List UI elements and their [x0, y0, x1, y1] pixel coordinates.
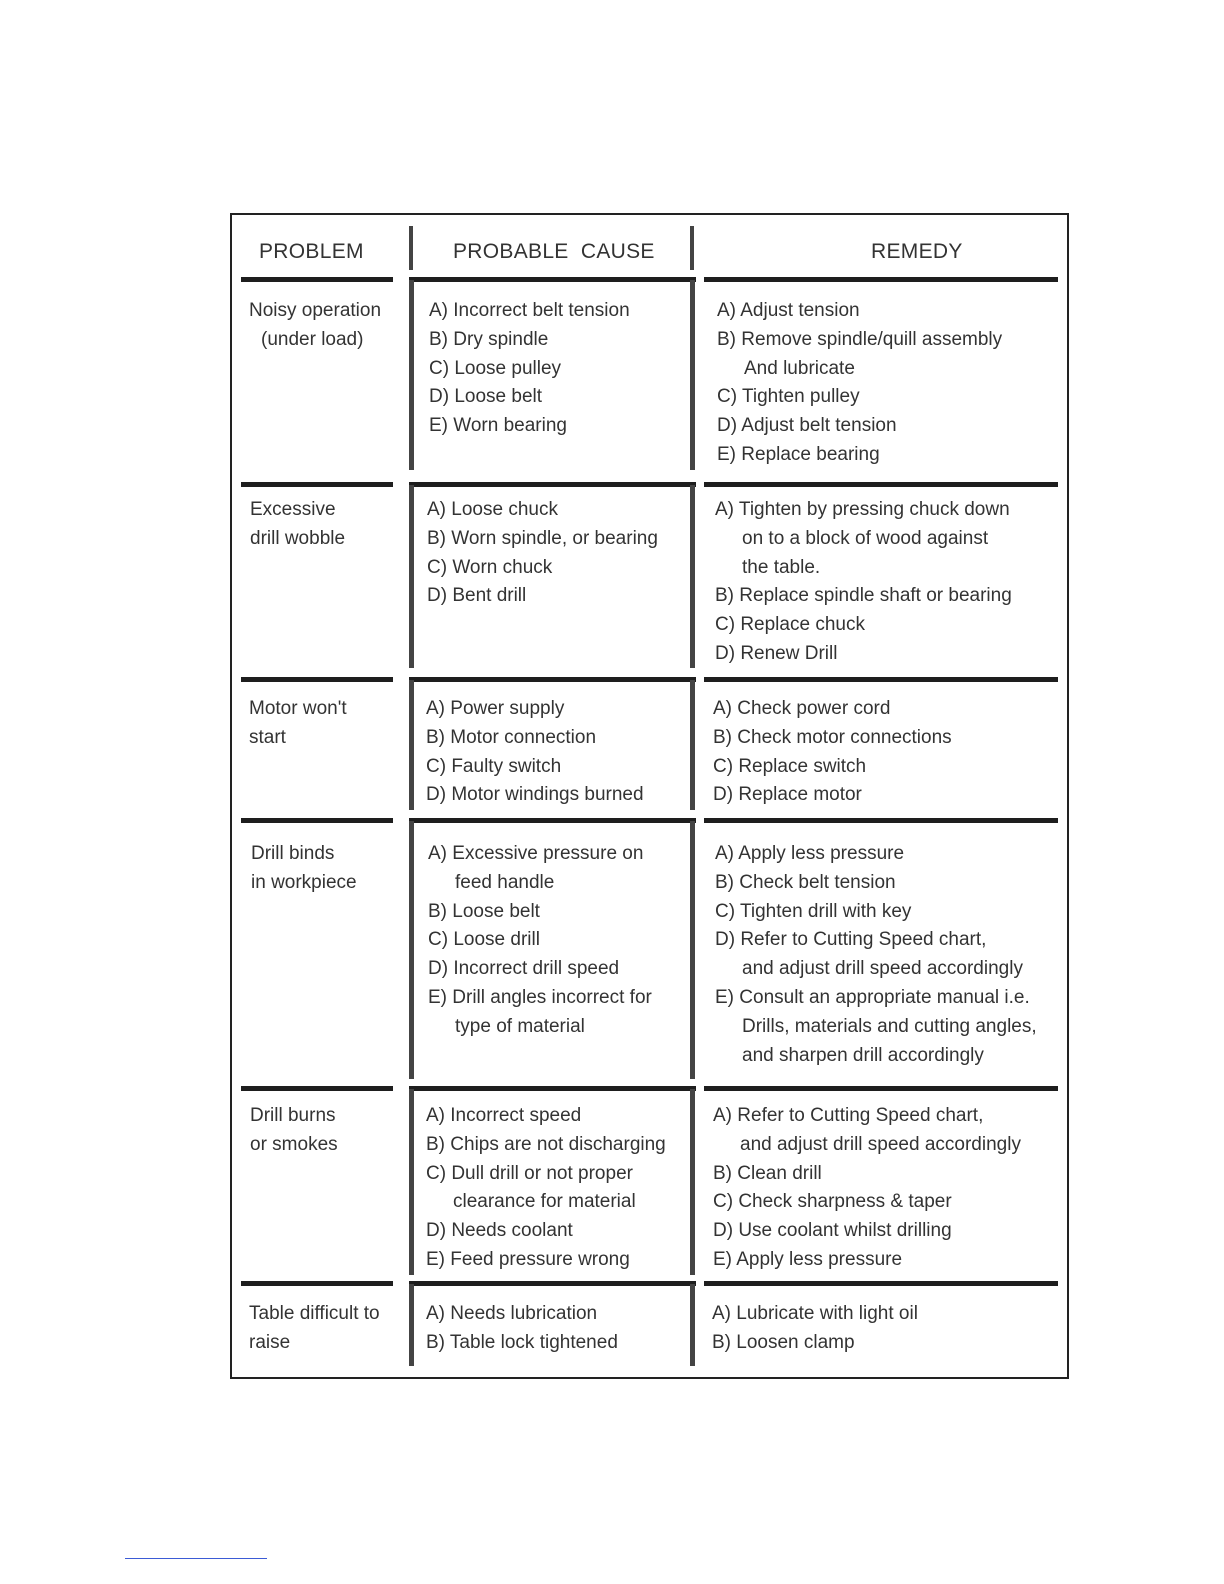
problem-line: Excessive: [250, 499, 336, 520]
remedy-line: the table.: [742, 556, 821, 578]
remedy-line: D) Replace motor: [713, 784, 862, 806]
row6-rule-cause: [409, 1281, 696, 1286]
problem-line: drill wobble: [250, 527, 346, 549]
row3-rule-remedy: [704, 677, 1058, 682]
cause-line: type of material: [455, 1015, 585, 1037]
remedy-line: D) Use coolant whilst drilling: [713, 1220, 952, 1242]
row1-remedies: [717, 297, 1002, 470]
header-problem: PROBLEM: [259, 240, 364, 263]
row2-problem: [250, 496, 345, 554]
row3-causes: [426, 695, 644, 810]
remedy-line: D) Adjust belt tension: [717, 415, 897, 437]
row2-remedies: [715, 496, 1012, 669]
cause-line: C) Loose pulley: [429, 357, 562, 379]
footnote-separator: [125, 1558, 267, 1559]
remedy-line: and adjust drill speed accordingly: [740, 1133, 1021, 1155]
header-divider-right: [690, 226, 694, 270]
cause-line: A) Incorrect belt tension: [429, 300, 630, 321]
row2-rule-problem: [241, 482, 393, 487]
cause-line: A) Incorrect speed: [426, 1105, 582, 1126]
row1-rule-cause: [409, 277, 696, 282]
problem-line: raise: [249, 1331, 291, 1353]
remedy-line: B) Check belt tension: [715, 871, 896, 893]
cause-line: B) Motor connection: [426, 726, 597, 748]
cause-line: E) Drill angles incorrect for: [428, 986, 652, 1008]
problem-line: Motor won't: [249, 698, 347, 719]
row6-divider-right: [690, 1284, 695, 1366]
header-probable-cause: PROBABLE CAUSE: [453, 240, 655, 263]
cause-line: C) Worn chuck: [427, 556, 553, 578]
problem-line: Noisy operation: [249, 300, 382, 321]
remedy-line: A) Check power cord: [713, 698, 891, 719]
cause-line: D) Motor windings burned: [426, 784, 644, 806]
row2-divider-left: [409, 485, 414, 668]
remedy-line: B) Check motor connections: [713, 726, 952, 748]
problem-line: or smokes: [250, 1133, 338, 1155]
row5-divider-right: [690, 1089, 695, 1275]
problem-line: Drill burns: [250, 1105, 336, 1126]
cause-line: A) Needs lubrication: [426, 1303, 598, 1324]
cause-line: A) Power supply: [426, 698, 565, 719]
row3-problem: [249, 695, 347, 753]
row5-rule-remedy: [704, 1086, 1058, 1091]
remedy-line: C) Replace switch: [713, 755, 867, 777]
row4-rule-problem: [241, 818, 393, 823]
cause-line: B) Table lock tightened: [426, 1331, 618, 1353]
row6-divider-left: [409, 1284, 414, 1366]
remedy-line: C) Replace chuck: [715, 614, 865, 636]
remedy-line: B) Clean drill: [713, 1162, 822, 1184]
row1-divider-right: [690, 280, 695, 470]
row4-rule-cause: [409, 818, 696, 823]
row1-divider-left: [409, 280, 414, 470]
row2-rule-cause: [409, 482, 696, 487]
row5-rule-problem: [241, 1086, 393, 1091]
row1-rule-remedy: [704, 277, 1058, 282]
problem-line: (under load): [261, 328, 364, 350]
row3-divider-left: [409, 680, 414, 810]
remedy-line: C) Tighten drill with key: [715, 900, 912, 922]
problem-line: Drill binds: [251, 843, 335, 864]
header-divider-left: [409, 226, 413, 270]
row4-divider-left: [409, 821, 414, 1079]
remedy-line: E) Apply less pressure: [713, 1248, 903, 1270]
row4-problem: [251, 840, 357, 898]
remedy-line: A) Lubricate with light oil: [712, 1303, 918, 1324]
row3-divider-right: [690, 680, 695, 810]
cause-line: E) Feed pressure wrong: [426, 1248, 630, 1270]
remedy-line: on to a block of wood against: [742, 527, 989, 549]
row4-rule-remedy: [704, 818, 1058, 823]
row1-problem: [249, 297, 381, 355]
cause-line: A) Loose chuck: [427, 499, 558, 520]
row3-remedies: [713, 695, 952, 810]
cause-line: C) Loose drill: [428, 929, 540, 951]
row5-rule-cause: [409, 1086, 696, 1091]
remedy-line: A) Adjust tension: [717, 300, 860, 321]
row5-divider-left: [409, 1089, 414, 1275]
header-remedy: REMEDY: [871, 240, 963, 263]
cause-line: D) Bent drill: [427, 585, 527, 607]
remedy-line: C) Check sharpness & taper: [713, 1191, 952, 1213]
row6-rule-remedy: [704, 1281, 1058, 1286]
row6-rule-problem: [241, 1281, 393, 1286]
row5-problem: [250, 1102, 338, 1160]
remedy-line: B) Replace spindle shaft or bearing: [715, 585, 1012, 607]
cause-line: feed handle: [455, 871, 555, 893]
cause-line: C) Dull drill or not proper: [426, 1162, 633, 1184]
cause-line: B) Chips are not discharging: [426, 1133, 666, 1155]
remedy-line: B) Loosen clamp: [712, 1331, 855, 1353]
remedy-line: A) Refer to Cutting Speed chart,: [713, 1105, 984, 1126]
cause-line: B) Loose belt: [428, 900, 540, 922]
problem-line: Table difficult to: [249, 1303, 380, 1324]
cause-line: E) Worn bearing: [429, 415, 567, 437]
remedy-line: A) Apply less pressure: [715, 843, 905, 864]
problem-line: start: [249, 726, 286, 748]
row2-causes: [427, 496, 658, 611]
cause-line: D) Loose belt: [429, 386, 543, 408]
row1-rule-problem: [241, 277, 393, 282]
cause-line: D) Incorrect drill speed: [428, 958, 620, 980]
row5-causes: [426, 1102, 666, 1275]
row2-divider-right: [690, 485, 695, 668]
row3-rule-cause: [409, 677, 696, 682]
remedy-line: D) Renew Drill: [715, 642, 838, 664]
cause-line: B) Dry spindle: [429, 328, 549, 350]
remedy-line: D) Refer to Cutting Speed chart,: [715, 929, 987, 951]
remedy-line: and sharpen drill accordingly: [742, 1044, 984, 1066]
cause-line: C) Faulty switch: [426, 755, 562, 777]
cause-line: D) Needs coolant: [426, 1220, 573, 1242]
remedy-line: E) Consult an appropriate manual i.e.: [715, 986, 1030, 1008]
remedy-line: Drills, materials and cutting angles,: [742, 1015, 1037, 1037]
remedy-line: C) Tighten pulley: [717, 386, 860, 408]
row6-remedies: [712, 1300, 918, 1358]
row4-remedies: [715, 840, 1037, 1070]
row5-remedies: [713, 1102, 1021, 1275]
row4-causes: [428, 840, 652, 1042]
cause-line: A) Excessive pressure on: [428, 843, 644, 864]
problem-line: in workpiece: [251, 871, 357, 893]
row3-rule-problem: [241, 677, 393, 682]
remedy-line: and adjust drill speed accordingly: [742, 958, 1023, 980]
row6-problem: [249, 1300, 380, 1358]
cause-line: B) Worn spindle, or bearing: [427, 527, 658, 549]
row4-divider-right: [690, 821, 695, 1079]
remedy-line: E) Replace bearing: [717, 443, 880, 465]
cause-line: clearance for material: [453, 1191, 636, 1213]
row2-rule-remedy: [704, 482, 1058, 487]
remedy-line: And lubricate: [744, 357, 855, 379]
row6-causes: [426, 1300, 618, 1358]
remedy-line: A) Tighten by pressing chuck down: [715, 499, 1010, 520]
row1-causes: [429, 297, 630, 441]
remedy-line: B) Remove spindle/quill assembly: [717, 328, 1003, 350]
